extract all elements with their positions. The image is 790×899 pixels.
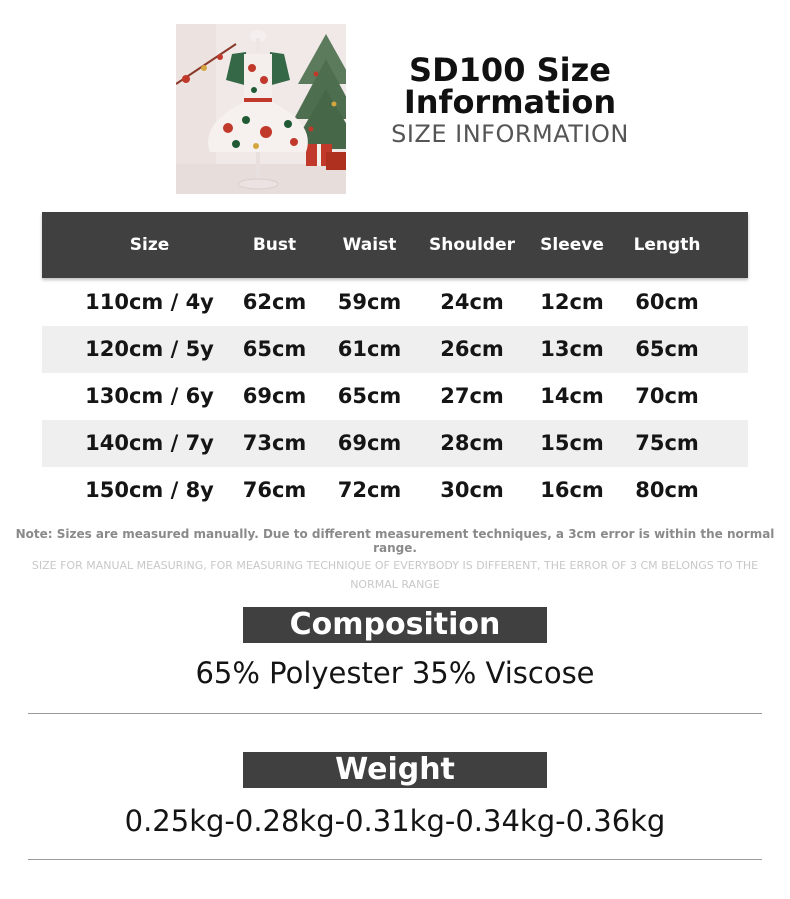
cell-length: 75cm bbox=[635, 431, 699, 455]
cell-sleeve: 14cm bbox=[540, 384, 604, 408]
cell-length: 65cm bbox=[635, 337, 699, 361]
cell-sleeve: 12cm bbox=[540, 290, 604, 314]
measurement-note-caps: SIZE FOR MANUAL MEASURING, FOR MEASURING TECHNIQUE OF EVERYBODY IS DIFFERENT, THE ERROR OF 3 CM BELONGS TO THE NORMAL RANGE bbox=[31, 559, 759, 591]
table-row bbox=[42, 326, 748, 373]
table-row bbox=[42, 373, 748, 420]
cell-waist: 61cm bbox=[337, 337, 402, 361]
cell-size: 130cm / 6y bbox=[85, 384, 214, 408]
cell-shoulder: 28cm bbox=[440, 431, 504, 455]
header-sleeve: Sleeve bbox=[540, 235, 604, 255]
weight-value: 0.25kg-0.28kg-0.31kg-0.34kg-0.36kg bbox=[124, 804, 666, 838]
cell-size: 120cm / 5y bbox=[85, 337, 214, 361]
cell-shoulder: 27cm bbox=[440, 384, 504, 408]
cell-waist: 69cm bbox=[337, 431, 402, 455]
cell-size: 150cm / 8y bbox=[85, 478, 214, 502]
product-photo bbox=[176, 24, 346, 194]
table-row bbox=[42, 420, 748, 467]
cell-waist: 72cm bbox=[337, 478, 402, 502]
weight-heading: Weight bbox=[243, 752, 547, 788]
cell-bust: 73cm bbox=[242, 431, 307, 455]
divider bbox=[28, 859, 762, 860]
header-length: Length bbox=[633, 235, 701, 255]
cell-bust: 65cm bbox=[242, 337, 307, 361]
size-table-header bbox=[42, 212, 748, 278]
cell-bust: 69cm bbox=[242, 384, 307, 408]
table-row bbox=[42, 279, 748, 326]
cell-bust: 62cm bbox=[242, 290, 307, 314]
cell-length: 70cm bbox=[635, 384, 699, 408]
page-title bbox=[370, 51, 650, 148]
cell-sleeve: 15cm bbox=[540, 431, 604, 455]
cell-sleeve: 13cm bbox=[540, 337, 604, 361]
cell-sleeve: 16cm bbox=[540, 478, 604, 502]
composition-heading: Composition bbox=[243, 607, 547, 643]
cell-size: 110cm / 4y bbox=[85, 290, 214, 314]
header-bust: Bust bbox=[252, 235, 297, 255]
cell-waist: 65cm bbox=[337, 384, 402, 408]
cell-bust: 76cm bbox=[242, 478, 307, 502]
cell-shoulder: 30cm bbox=[440, 478, 504, 502]
divider bbox=[28, 713, 762, 714]
table-row bbox=[42, 467, 748, 514]
cell-shoulder: 24cm bbox=[440, 290, 504, 314]
title-subtitle: SIZE INFORMATION bbox=[391, 120, 629, 148]
composition-value: 65% Polyester 35% Viscose bbox=[195, 656, 595, 690]
cell-shoulder: 26cm bbox=[440, 337, 504, 361]
title-line-2: Information bbox=[403, 83, 617, 121]
cell-length: 60cm bbox=[635, 290, 699, 314]
measurement-note: Note: Sizes are measured manually. Due to different measurement techniques, a 3cm error is within the normal range. bbox=[15, 527, 775, 555]
cell-size: 140cm / 7y bbox=[85, 431, 214, 455]
header-shoulder: Shoulder bbox=[428, 235, 516, 255]
cell-length: 80cm bbox=[635, 478, 699, 502]
dress-on-mannequin-illustration bbox=[176, 24, 346, 194]
header-size: Size bbox=[129, 235, 170, 255]
header-waist: Waist bbox=[342, 235, 397, 255]
title-line-1: SD100 Size bbox=[409, 51, 611, 89]
cell-waist: 59cm bbox=[337, 290, 402, 314]
